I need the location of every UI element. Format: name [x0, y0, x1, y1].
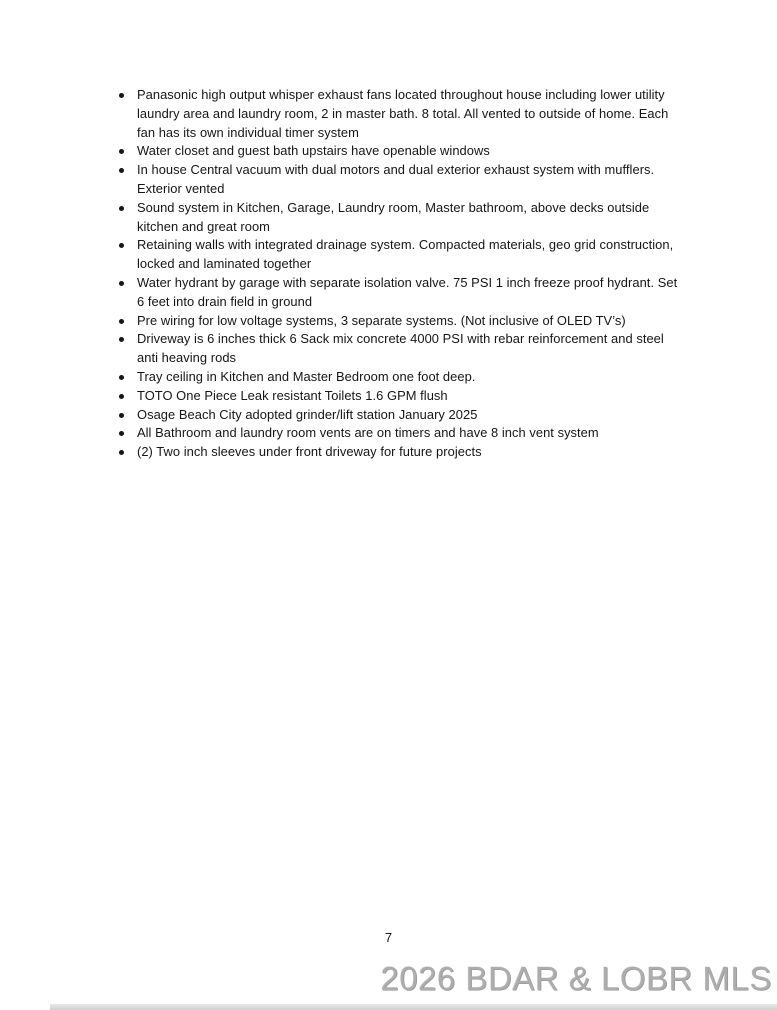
bullet-icon	[119, 149, 124, 154]
list-item-text: Pre wiring for low voltage systems, 3 separate systems. (Not inclusive of OLED TV’s)	[137, 312, 626, 328]
bullet-icon	[119, 375, 124, 380]
bullet-icon	[119, 93, 124, 98]
list-item-text: TOTO One Piece Leak resistant Toilets 1.6 GPM flush	[137, 387, 448, 403]
bullet-icon	[119, 206, 124, 211]
list-item	[118, 199, 684, 237]
bullet-icon	[119, 281, 124, 286]
feature-bullet-list	[118, 86, 684, 462]
list-item	[118, 142, 684, 161]
bullet-icon	[119, 337, 124, 342]
list-item-text: Driveway is 6 inches thick 6 Sack mix concrete 4000 PSI with rebar reinforcement and steel anti heaving rods	[137, 331, 664, 366]
list-item	[118, 274, 684, 312]
list-item	[118, 312, 684, 331]
bullet-icon	[119, 413, 124, 418]
list-item	[118, 443, 684, 462]
list-item-text: In house Central vacuum with dual motors and dual exterior exhaust system with mufflers. Exterior vented	[137, 162, 655, 196]
bottom-edge-bar	[50, 1004, 777, 1010]
list-item	[118, 424, 684, 443]
list-item-text: Osage Beach City adopted grinder/lift station January 2025	[137, 406, 478, 422]
page-number: 7	[384, 930, 393, 945]
bullet-icon	[119, 431, 124, 436]
list-item-text: Panasonic high output whisper exhaust fans located throughout house including lower utility laundry area and laundry room, 2 in master bath. 8 total. All vented to outside of home. Each fan has its own individual timer system	[137, 87, 669, 140]
list-item	[118, 330, 684, 368]
list-item-text: Retaining walls with integrated drainage system. Compacted materials, geo grid construction, locked and laminated together	[137, 237, 674, 272]
bullet-icon	[119, 168, 124, 173]
list-item-text: All Bathroom and laundry room vents are on timers and have 8 inch vent system	[137, 425, 599, 441]
mls-watermark: 2026 BDAR & LOBR MLS	[380, 960, 772, 997]
list-item-text: Sound system in Kitchen, Garage, Laundry room, Master bathroom, above decks outside kitchen and great room	[137, 199, 650, 234]
bullet-icon	[119, 450, 124, 455]
list-item	[118, 161, 684, 199]
bullet-icon	[119, 394, 124, 399]
list-item-text: Tray ceiling in Kitchen and Master Bedroom one foot deep.	[137, 368, 476, 384]
bullet-icon	[119, 319, 124, 324]
list-item	[118, 86, 684, 142]
list-item-text: Water hydrant by garage with separate isolation valve. 75 PSI 1 inch freeze proof hydrant. Set 6 feet into drain field in ground	[137, 274, 678, 309]
bullet-icon	[119, 243, 124, 248]
list-item	[118, 368, 684, 387]
list-item	[118, 406, 684, 425]
list-item-text: Water closet and guest bath upstairs have openable windows	[137, 143, 490, 159]
list-item	[118, 387, 684, 406]
list-item	[118, 236, 684, 274]
list-item-text: (2) Two inch sleeves under front driveway for future projects	[137, 444, 482, 460]
